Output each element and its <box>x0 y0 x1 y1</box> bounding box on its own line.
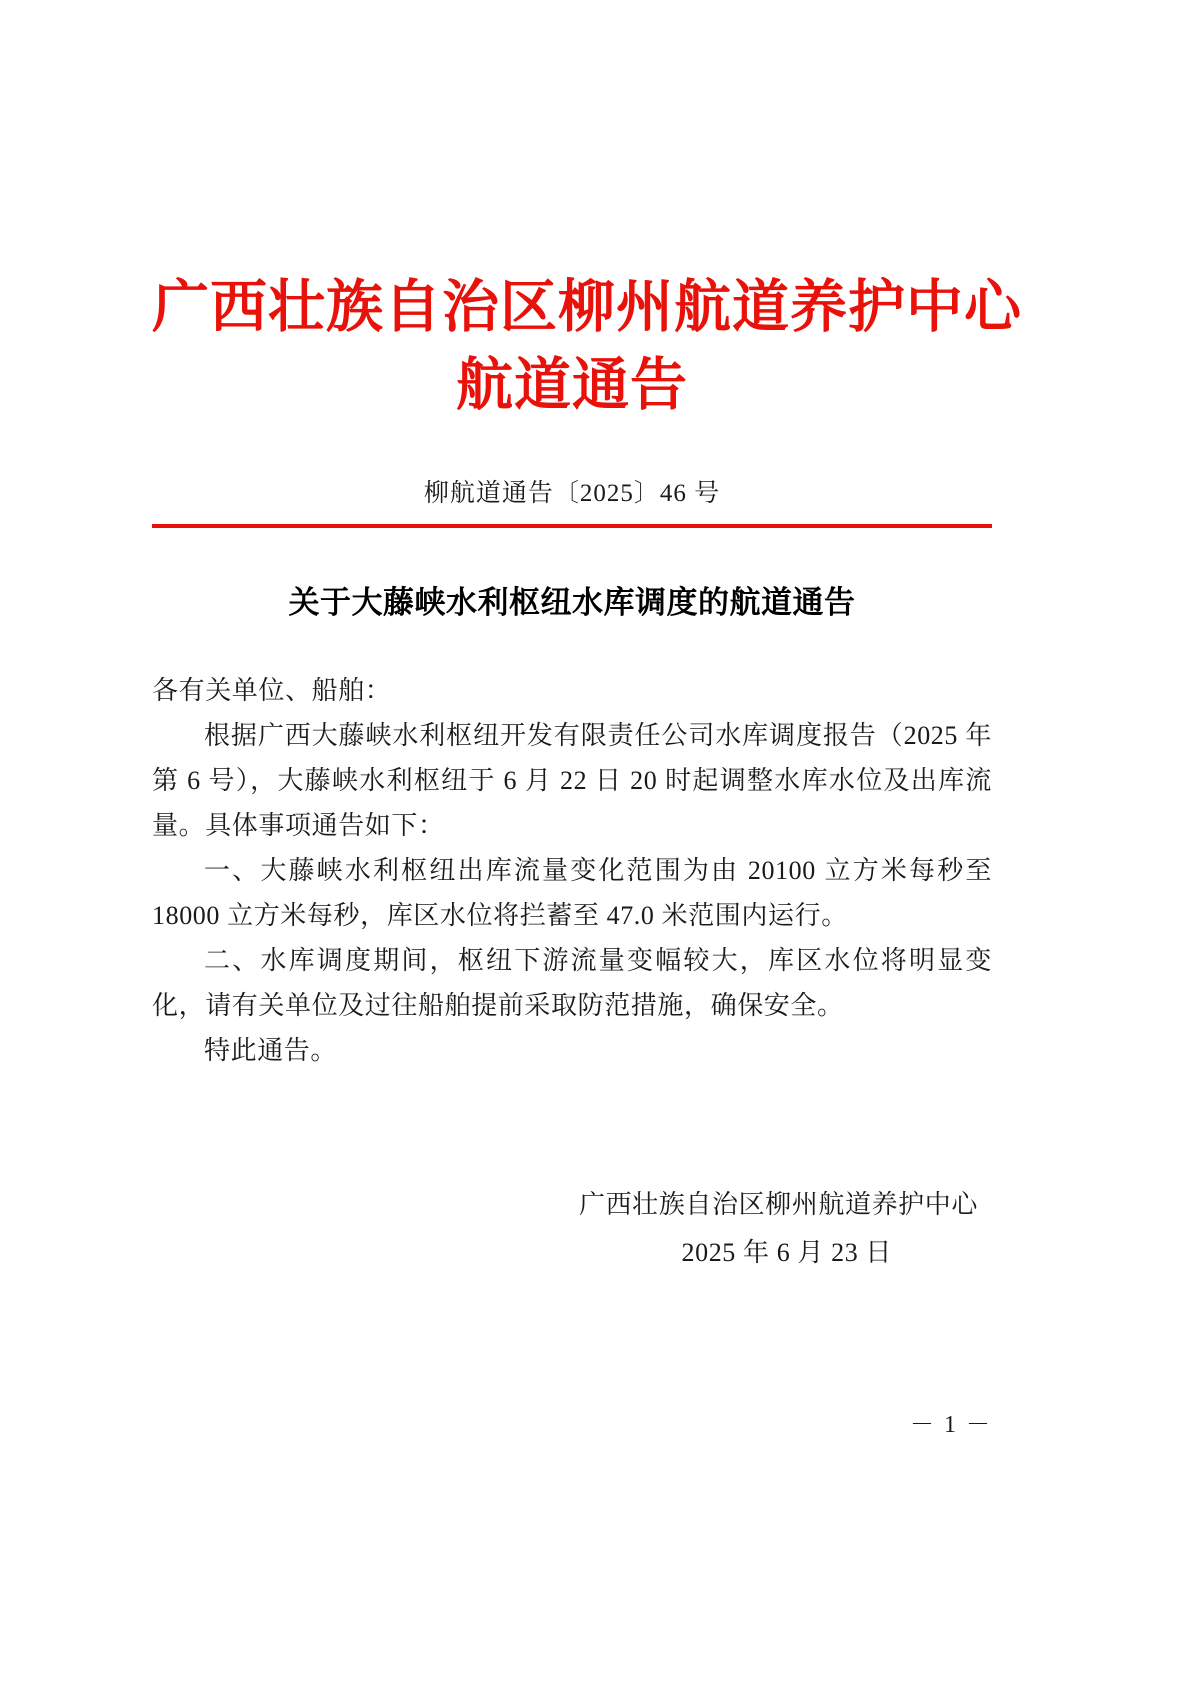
body-paragraph-item-2: 二、水库调度期间，枢纽下游流量变幅较大，库区水位将明显变化，请有关单位及过往船舶提前采取防范措施，确保安全。 <box>152 946 992 1020</box>
issue-date: 2025 年 6 月 23 日 <box>681 1238 892 1267</box>
salutation-line: 各有关单位、船舶： <box>152 676 392 705</box>
document-content <box>152 0 1022 1277</box>
document-serial-number: 柳航道通告〔2025〕46 号 <box>423 480 721 507</box>
issuing-organization: 广西壮族自治区柳州航道养护中心 <box>578 1190 978 1219</box>
document-body <box>152 668 992 1073</box>
signature-block <box>152 1181 992 1277</box>
body-paragraph-closing: 特此通告。 <box>204 1036 338 1065</box>
red-separator-rule <box>152 524 992 528</box>
body-paragraph-item-1: 一、大藤峡水利枢纽出库流量变化范围为由 20100 立方米每秒至 18000 立方米每秒，库区水位将拦蓄至 47.0 米范围内运行。 <box>152 856 992 930</box>
masthead-title-line-2: 航道通告 <box>456 351 688 418</box>
masthead-title-line-1: 广西壮族自治区柳州航道养护中心 <box>152 273 1022 340</box>
page-number-footer: － 1 － <box>910 1412 992 1438</box>
body-paragraph-1: 根据广西大藤峡水利枢纽开发有限责任公司水库调度报告（2025 年第 6 号），大藤峡水利枢纽于 6 月 22 日 20 时起调整水库水位及出库流量。具体事项通告如下： <box>152 721 992 840</box>
document-subtitle: 关于大藤峡水利枢纽水库调度的航道通告 <box>288 585 856 621</box>
